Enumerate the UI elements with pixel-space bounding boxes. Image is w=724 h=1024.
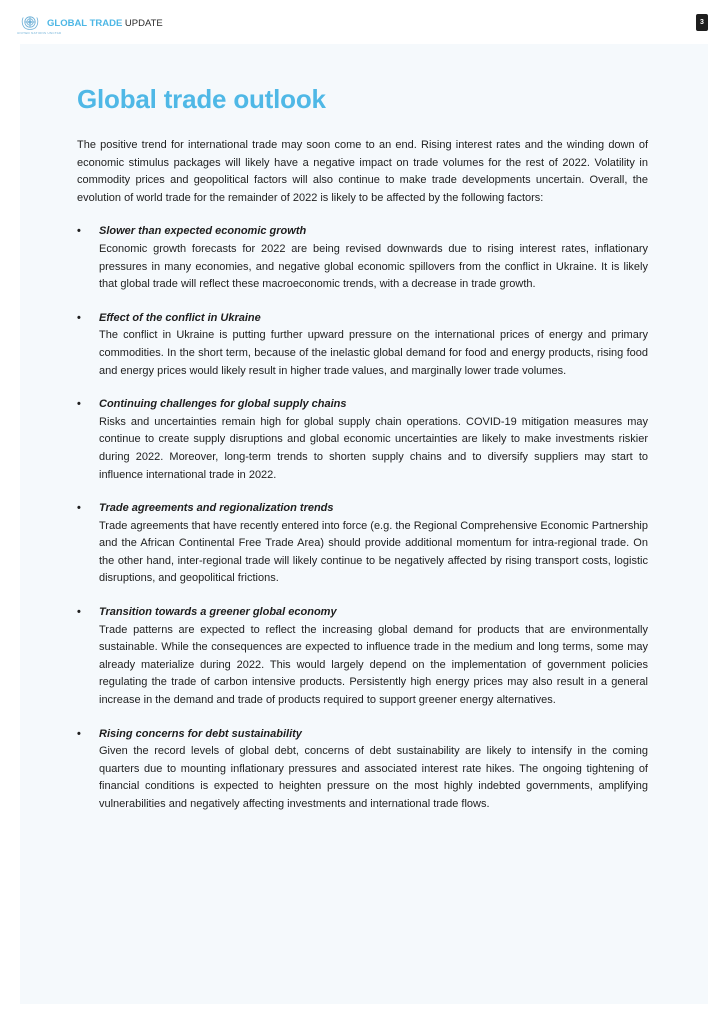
page-header [0, 0, 724, 44]
list-item [77, 396, 648, 484]
factor-title: Rising concerns for debt sustainability [99, 727, 302, 740]
factor-body: Economic growth forecasts for 2022 are being revised downwards due to rising interest rates, inflationary pressures in many economies, and negative global economic spillovers from the conflict in Ukraine. It is likely that global trade will reflect these macroeconomic trends, with a decrease in trade growth. [99, 242, 648, 291]
list-item [77, 310, 648, 380]
intro-paragraph: The positive trend for international trade may soon come to an end. Rising interest rates and the winding down of economic stimulus packages will likely have a negative impact on trade volumes for the rest of 2022. Volatility in commodity prices and geopolitical factors will also continue to make trade developments uncertain. Overall, the evolution of world trade for the remainder of 2022 is likely to be affected by the following factors: [77, 139, 648, 204]
factor-body: The conflict in Ukraine is putting further upward pressure on the international prices of energy and primary commodities. In the short term, because of the inelastic global demand for food and energy products, rising food and energy prices would likely result in higher trade values, and marginally lower trade volumes. [99, 329, 648, 377]
factor-list [77, 223, 648, 813]
page-number-badge: 3 [696, 14, 708, 31]
factor-title: Transition towards a greener global economy [99, 606, 337, 619]
factor-body: Trade patterns are expected to reflect the increasing global demand for products that are environmentally sustainable. While the consequences are expected to influence trade in the medium and long terms, some may already materialize during 2022. This would largely depend on the implementation of government policies regulating the trade of carbon intensive products. Persistently high energy prices may also result in a general increase in the demand and trade of products required to support greener energy alternatives. [99, 623, 648, 707]
bullet-icon: • [77, 727, 81, 740]
list-item [77, 604, 648, 710]
factor-body: Risks and uncertainties remain high for global supply chain operations. COVID-19 mitigation measures may continue to create supply disruptions and global economic uncertainties are likely to make investments riskier during 2022. Moreover, long-term trends to shorten supply chains and to diversify suppliers may start to influence international trade in 2022. [99, 415, 648, 481]
bullet-icon: • [77, 606, 81, 619]
logo-caption: UNITED NATIONS UNCTAD [17, 31, 62, 35]
publication-title-strong: GLOBAL TRADE [47, 18, 123, 29]
factor-body: Given the record levels of global debt, concerns of debt sustainability are likely to intensify in the coming quarters due to mounting inflationary pressures and associated interest rate hikes. The ongoing tightening of financial conditions is expected to heighten pressure on the most highly indebted governments, amplifying vulnerabilities and negatively affecting investments and international trade flows. [99, 745, 648, 810]
factor-title: Trade agreements and regionalization trends [99, 502, 334, 515]
factor-title: Slower than expected economic growth [99, 225, 307, 238]
main-content [77, 83, 648, 830]
bullet-icon: • [77, 502, 81, 515]
bullet-icon: • [77, 398, 81, 411]
list-item [77, 500, 648, 588]
publication-title [47, 18, 163, 30]
bullet-icon: • [77, 225, 81, 238]
page-title: Global trade outlook [77, 84, 326, 114]
list-item [77, 726, 648, 814]
factor-title: Continuing challenges for global supply chains [99, 398, 347, 411]
publication-title-light: UPDATE [122, 18, 163, 29]
bullet-icon: • [77, 311, 81, 324]
factor-body: Trade agreements that have recently entered into force (e.g. the Regional Comprehensive Economic Partnership and the African Continental Free Trade Area) should provide additional momentum for intra-regional trade. On the other hand, inter-regional trade will likely continue to be negatively affected by rising transport costs, logistic disruptions, and geopolitical frictions. [99, 519, 648, 585]
factor-title: Effect of the conflict in Ukraine [99, 311, 261, 324]
list-item [77, 223, 648, 293]
